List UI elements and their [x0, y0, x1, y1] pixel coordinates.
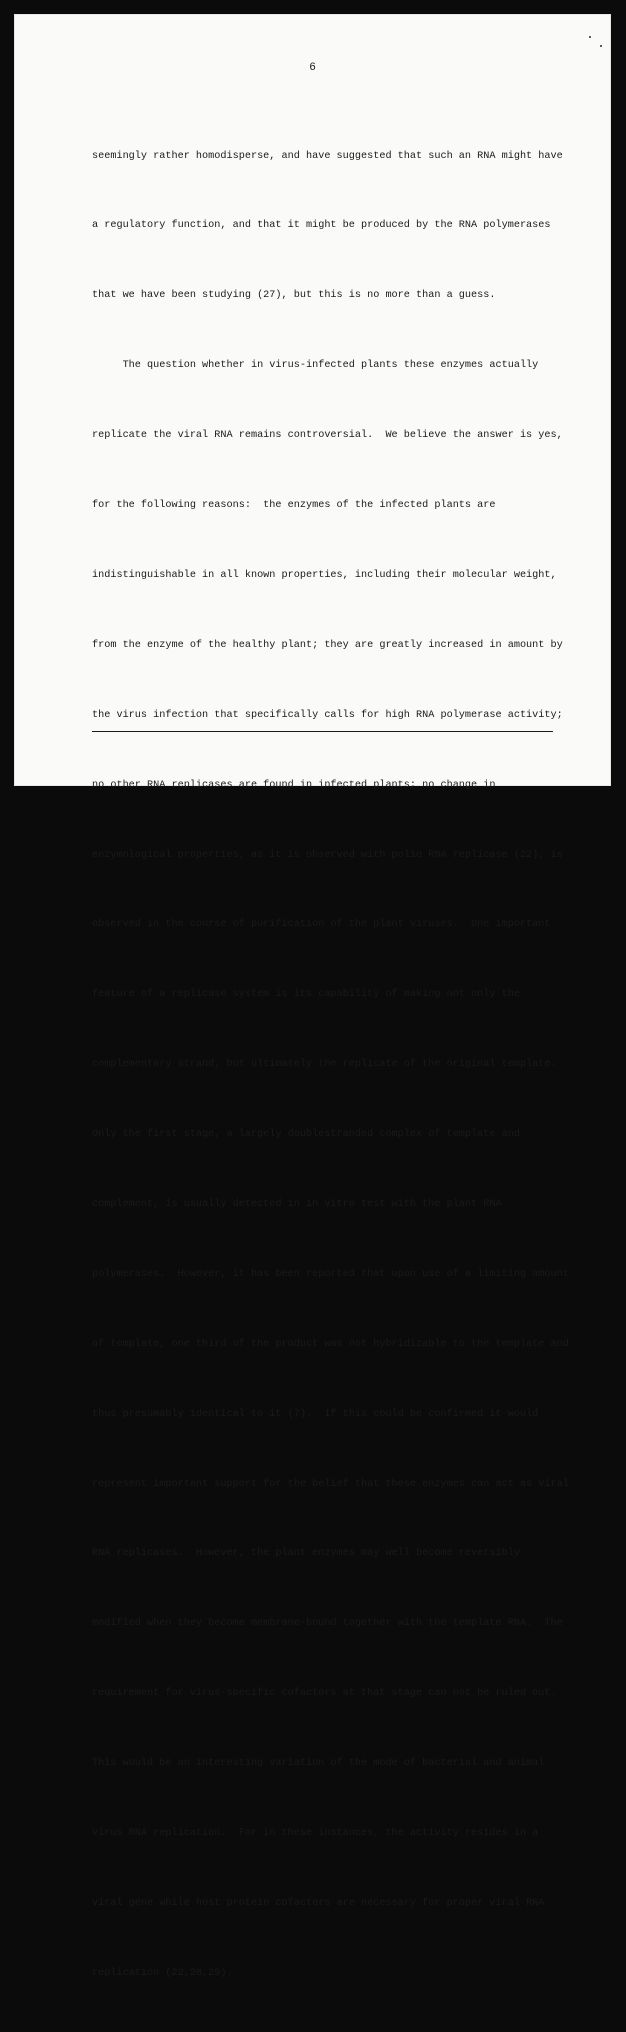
text-line: complementary strand, but ultimately the replicate of the original template. — [92, 1059, 557, 1071]
text-line: for the following reasons: the enzymes of the infected plants are — [92, 500, 496, 512]
text-line: replication (22,28,29). — [92, 1967, 233, 1979]
text-line: complement, is usually detected in in vitro test with the plant RNA — [92, 1198, 502, 1210]
text-line: indistinguishable in all known properties, including their molecular weight, — [92, 569, 557, 581]
text-line: of template, one third of the product was not hybridizable to the template and — [92, 1338, 569, 1350]
text-line: enzymological properties, as it is observed with polio RNA replicase (22), is — [92, 849, 563, 861]
footnote-rule — [92, 731, 553, 732]
text-line: modified when they become membrane-bound together with the template RNA. The — [92, 1618, 563, 1630]
text-line: RNA replicases. However, the plant enzymes may well become reversibly — [92, 1548, 520, 1560]
scan-speck — [600, 45, 602, 47]
text-line: thus presumably identical to it (7). If this could be confirmed it would — [92, 1408, 539, 1420]
text-line: the virus infection that specifically calls for high RNA polymerase activity; — [92, 709, 563, 721]
scan-speck — [589, 36, 591, 38]
text-line: requirement for virus-specific cofactors at that stage can not be ruled out. — [92, 1688, 557, 1700]
text-line: polymerases. However, it has been reported that upon use of a limiting amount — [92, 1268, 569, 1280]
text-line: a regulatory function, and that it might be produced by the RNA polymerases — [92, 220, 551, 232]
body-text — [92, 98, 572, 2032]
text-line: The question whether in virus-infected plants these enzymes actually — [92, 360, 539, 372]
text-line: viral gene while host protein cofactors are necessary for proper viral RNA — [92, 1897, 545, 1909]
text-line: feature of a replicase system is its capability of making not only the — [92, 989, 520, 1001]
text-line: observed in the course of purification of the plant viruses. One important — [92, 919, 551, 931]
text-line: that we have been studying (27), but this is no more than a guess. — [92, 290, 496, 302]
text-line: Only the first stage, a largely doublestranded complex of template and — [92, 1129, 520, 1141]
text-line: no other RNA replicases are found in infected plants; no change in — [92, 779, 496, 791]
text-line: represent important support for the belief that these enzymes can act as viral — [92, 1478, 569, 1490]
text-line: from the enzyme of the healthy plant; they are greatly increased in amount by — [92, 639, 563, 651]
text-line: seemingly rather homodisperse, and have suggested that such an RNA might have — [92, 150, 563, 162]
page-number: 6 — [309, 62, 316, 74]
document-page — [14, 14, 611, 1979]
text-line: replicate the viral RNA remains controversial. We believe the answer is yes, — [92, 430, 563, 442]
text-line: virus RNA replication. For in these instances, the activity resides in a — [92, 1827, 539, 1839]
text-line: This would be an interesting variation of the mode of bacterial and animal — [92, 1758, 545, 1770]
